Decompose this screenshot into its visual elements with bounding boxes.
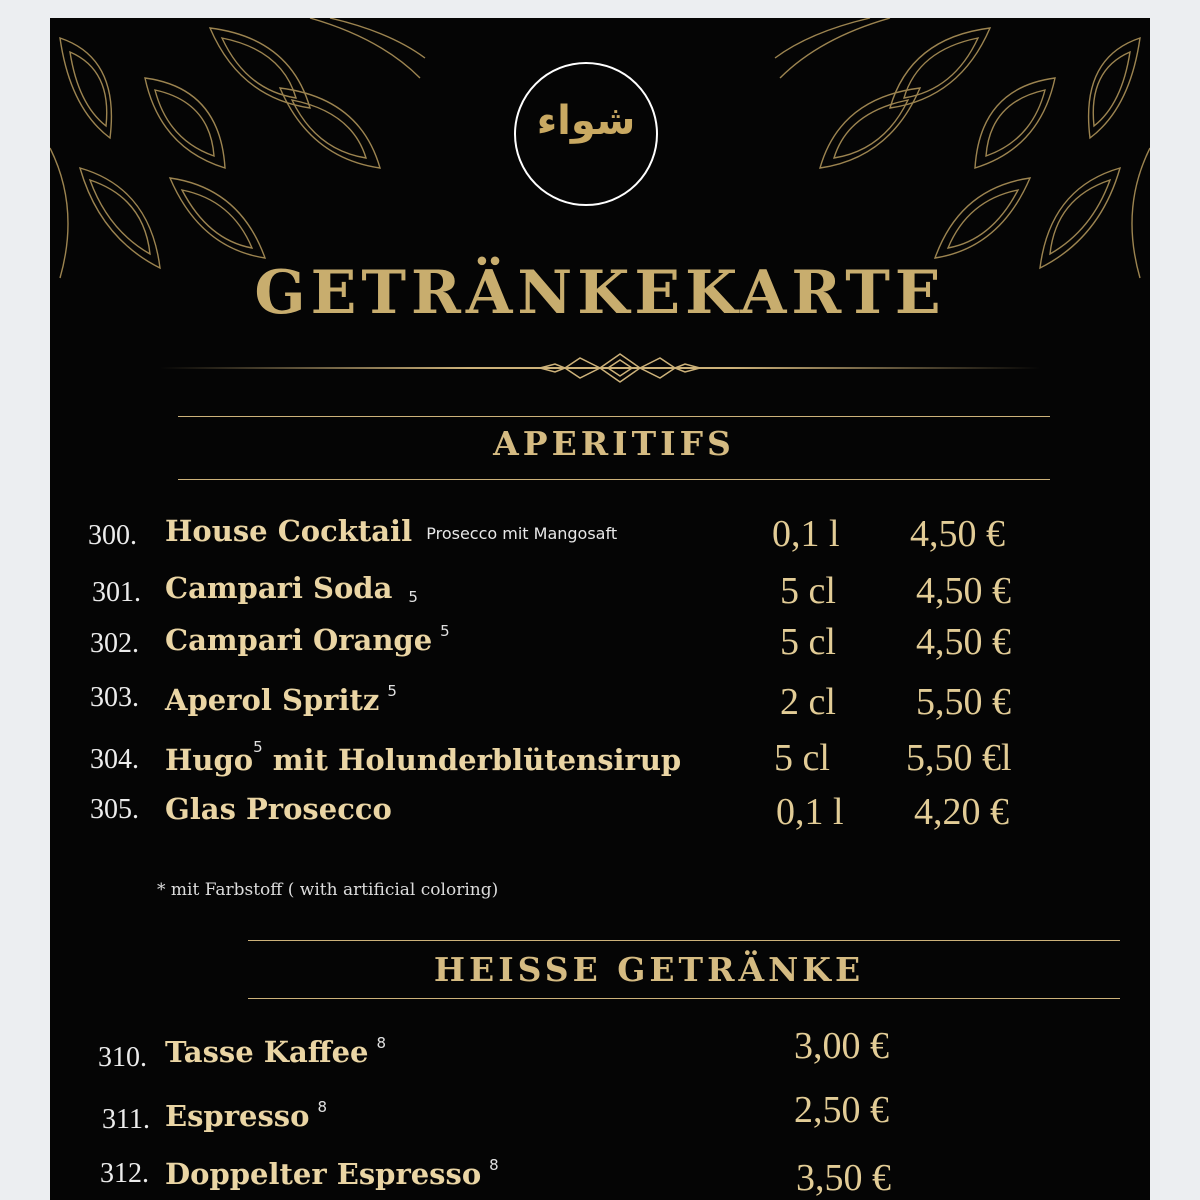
section-rule-bottom	[248, 998, 1120, 999]
menu-item-310	[50, 1025, 1150, 1078]
footnote-mark: 8	[317, 1098, 327, 1116]
section-rule-top	[248, 940, 1120, 941]
ornamental-divider	[160, 346, 1040, 390]
item-number: 302.	[90, 628, 139, 659]
item-name: Campari Orange $^5$	[165, 622, 450, 657]
menu-item-305	[50, 792, 1150, 836]
gold-leaf-ornament-left	[50, 18, 430, 288]
item-name: Aperol Spritz $^5$	[165, 682, 397, 717]
item-name: Campari Soda $^5$	[165, 571, 418, 606]
item-price: 4,50 €	[916, 621, 1011, 663]
menu-item-302	[50, 622, 1150, 666]
item-number: 300.	[88, 520, 137, 551]
logo-calligraphy: شواء	[536, 98, 636, 144]
item-number: 304.	[90, 744, 139, 775]
menu-item-303	[50, 682, 1150, 726]
coloring-footnote: * mit Farbstoff ( with artificial coloring)	[157, 880, 499, 900]
item-number: 311.	[102, 1104, 150, 1135]
item-price: 3,50 €	[796, 1157, 891, 1199]
menu-item-304	[50, 738, 1150, 782]
item-volume: 5 cl	[774, 737, 830, 779]
item-name: Tasse Kaffee $^8$	[165, 1034, 387, 1069]
item-name: Espresso $^8$	[165, 1098, 327, 1133]
item-price: 5,50 €l	[906, 737, 1012, 779]
menu-item-300	[50, 514, 1150, 558]
section-rule-top	[178, 416, 1050, 417]
item-price: 4,50 €	[916, 570, 1011, 612]
menu-item-311	[50, 1089, 1150, 1142]
item-number: 312.	[100, 1158, 149, 1189]
item-number: 305.	[90, 794, 139, 825]
menu-item-301	[50, 571, 1150, 615]
item-price: 4,20 €	[914, 791, 1009, 833]
item-price: 5,50 €	[916, 681, 1011, 723]
item-price: 4,50 €	[910, 513, 1005, 555]
item-name: Hugo$^5$ mit Holunderblütensirup	[165, 738, 682, 777]
page-title: GETRÄNKEKARTE	[254, 258, 946, 328]
section-rule-bottom	[178, 479, 1050, 480]
item-price: 2,50 €	[794, 1089, 889, 1131]
gold-leaf-ornament-right	[770, 18, 1150, 288]
footnote-mark: 5	[253, 738, 263, 756]
item-description: Prosecco mit Mangosaft	[426, 524, 618, 543]
restaurant-logo	[512, 60, 660, 208]
item-name: Doppelter Espresso $^8$	[165, 1156, 499, 1191]
item-volume: 5 cl	[780, 621, 836, 663]
item-volume: 0,1 l	[776, 791, 844, 833]
item-name: Glas Prosecco	[165, 792, 392, 826]
footnote-mark: 8	[376, 1034, 387, 1052]
item-volume: 5 cl	[780, 570, 836, 612]
section-title-aperitifs: APERITIFS	[493, 424, 735, 463]
item-number: 303.	[90, 682, 139, 713]
footnote-mark: 8	[489, 1156, 499, 1174]
footnote-mark: 5	[408, 588, 418, 606]
item-price: 3,00 €	[794, 1025, 889, 1067]
item-number: 310.	[98, 1042, 147, 1073]
footnote-mark: 5	[387, 682, 397, 700]
menu-item-312	[50, 1156, 1150, 1200]
footnote-mark: 5	[440, 622, 450, 640]
item-name: House Cocktail Prosecco mit Mangosaft	[165, 514, 618, 548]
drinks-menu-card	[50, 18, 1150, 1200]
item-volume: 0,1 l	[772, 513, 840, 555]
item-volume: 2 cl	[780, 681, 836, 723]
item-number: 301.	[92, 577, 141, 608]
section-title-hot-drinks: HEISSE GETRÄNKE	[433, 950, 865, 989]
